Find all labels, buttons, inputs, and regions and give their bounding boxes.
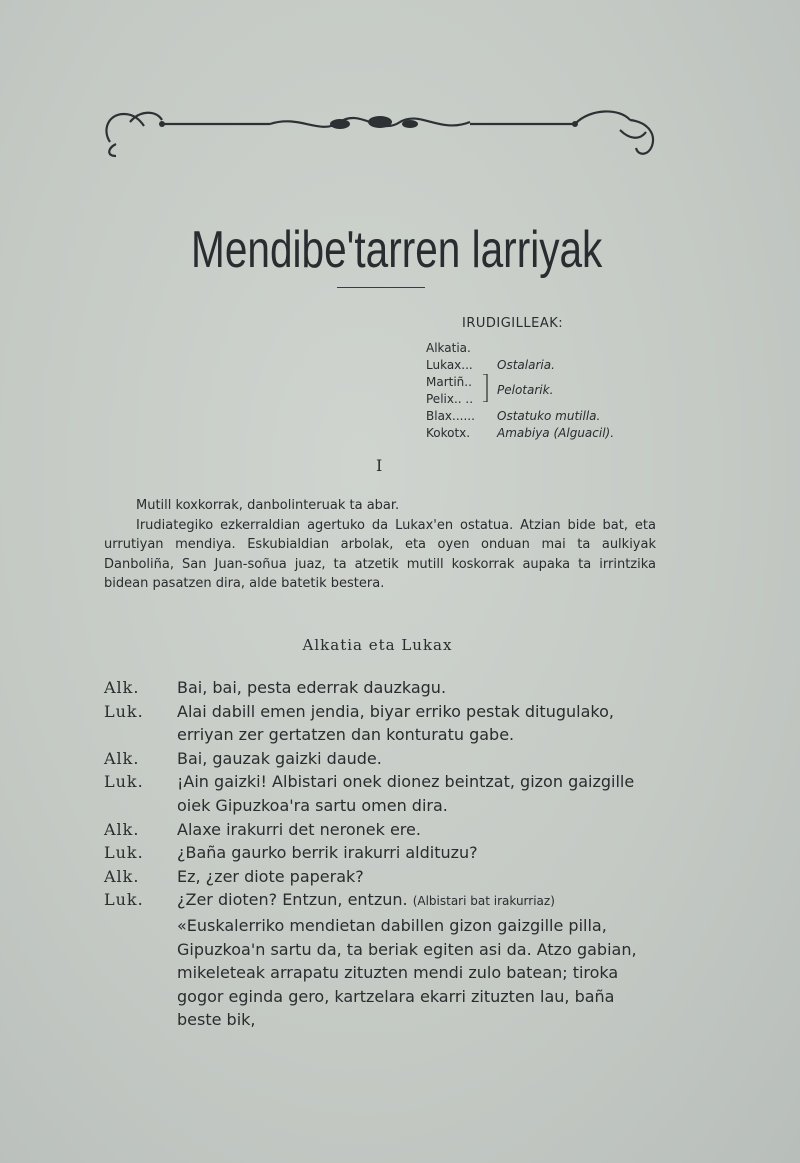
act-number: I	[376, 456, 383, 475]
dialogue-text: Ez, ¿zer diote paperak?	[177, 866, 364, 886]
stage-directions	[104, 496, 656, 594]
scene-heading: Alkatia eta Lukax	[302, 636, 453, 654]
dialogue-text: Bai, bai, pesta ederrak dauzkagu.	[177, 678, 447, 697]
cast-heading: IRUDIGILLEAK:	[462, 316, 564, 331]
cast-name: Alkatia.	[426, 341, 471, 355]
speaker-label: Luk.	[104, 890, 144, 910]
dialogue-text: ¡Ain gaizki! Albistari onek dionez beintzat, gizon gaizgille oiek Gipuzkoa'ra sartu omen dira.	[177, 772, 635, 815]
dialogue	[104, 676, 652, 1032]
dialogue-text: Alaxe irakurri det neronek ere.	[177, 819, 421, 839]
cast-name: Blax......	[426, 409, 475, 423]
dialogue-line	[104, 818, 652, 842]
cast-role-bracket: Pelotarik.	[497, 383, 554, 397]
decorative-ornament-header	[100, 100, 665, 162]
dialogue-text: «Euskalerriko mendietan dabillen gizon gaizgille pilla, Gipuzkoa'n sartu da, ta beriak egiten asi da. Atzo gabian, mikeleteak arrapatu zituzten mendi zulo batean; tiroka gogor eginda gero, kartzelara ekarri zituzten lau, baña beste bik,	[177, 915, 637, 1030]
dialogue-text: ¿Baña gaurko berrik irakurri aldituzu?	[177, 843, 478, 863]
dialogue-line	[104, 888, 652, 1032]
stage-paragraph: Irudiategiko ezkerraldian agertuko da Lukax'en ostatua. Atzian bide bat, eta urrutiyan mendiya. Eskubialdian arbolak, eta oyen onduan mai ta aulkiyak Danboliña, San Juan-soñua juaz, ta atzetik mutill koskorrak aupaka ta irrintzika bidean pasatzen dira, alde batetik bestera.	[104, 517, 656, 591]
cast-role: Ostatuko mutilla.	[497, 409, 601, 423]
play-title: Mendibe'tarren larriyak	[191, 221, 603, 279]
dialogue-line	[104, 700, 652, 747]
dialogue-text: ¿Zer dioten? Entzun, entzun.	[177, 890, 408, 910]
dialogue-line	[104, 770, 652, 817]
speaker-label: Luk.	[104, 772, 144, 792]
speaker-label: Alk.	[104, 678, 140, 697]
cast-name: Pelix.. ..	[426, 392, 474, 406]
stage-aside: (Albistari bat irakurriaz)	[412, 894, 555, 909]
dialogue-line	[104, 865, 652, 889]
cast-name: Martiñ..	[426, 375, 472, 389]
cast-name: Lukax...	[426, 358, 473, 372]
speaker-label: Alk.	[104, 748, 140, 768]
dialogue-line	[104, 841, 652, 865]
cast-role: Ostalaria.	[497, 358, 555, 372]
dialogue-line	[104, 676, 652, 700]
speaker-label: Luk.	[104, 701, 144, 721]
dialogue-line	[104, 747, 652, 771]
cast-bracket	[482, 374, 488, 402]
speaker-label: Luk.	[104, 843, 144, 863]
title-divider	[337, 287, 425, 288]
dialogue-text: Alai dabill emen jendia, biyar erriko pestak ditugulako, erriyan zer gertatzen dan konturatu gabe.	[177, 701, 614, 745]
cast-role: Amabiya (Alguacil).	[497, 426, 615, 440]
dialogue-text: Bai, gauzak gaizki daude.	[177, 748, 382, 768]
stage-paragraph: Mutill koxkorrak, danbolinteruak ta abar.	[136, 498, 400, 513]
speaker-label: Alk.	[104, 819, 140, 839]
speaker-label: Alk.	[104, 866, 140, 886]
cast-name: Kokotx.	[426, 426, 471, 440]
